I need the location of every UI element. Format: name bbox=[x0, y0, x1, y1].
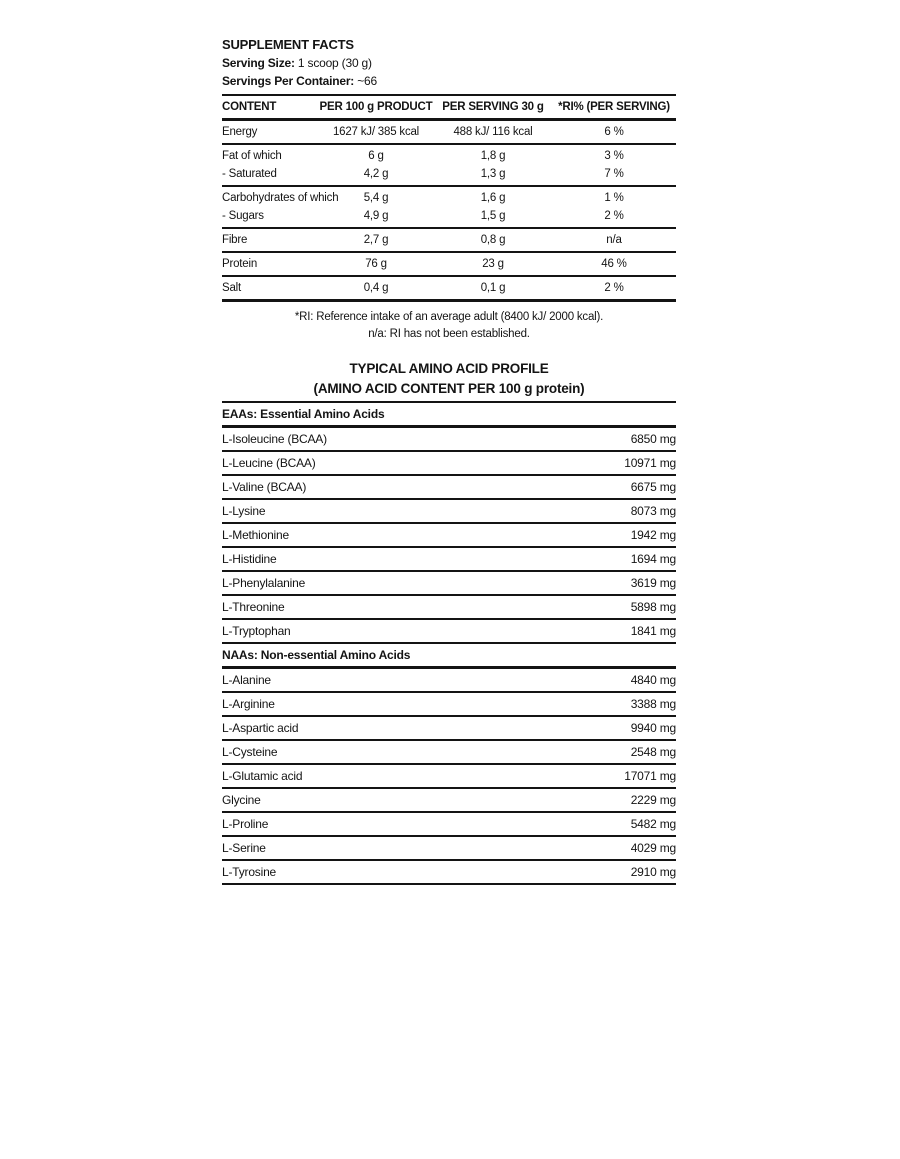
facts-header-row bbox=[222, 94, 676, 121]
amino-row bbox=[222, 813, 676, 837]
amino-value: 1694 mg bbox=[630, 552, 676, 566]
facts-cell-serving-line: 1,8 g bbox=[480, 150, 506, 162]
amino-name: L-Valine (BCAA) bbox=[222, 480, 307, 494]
amino-value: 3619 mg bbox=[630, 576, 676, 590]
facts-cell-per100 bbox=[318, 147, 434, 183]
amino-name: L-Isoleucine (BCAA) bbox=[222, 432, 327, 446]
facts-col-ri: *RI% (PER SERVING) bbox=[558, 101, 670, 113]
facts-row bbox=[222, 253, 676, 277]
amino-row bbox=[222, 596, 676, 620]
facts-cell-serving bbox=[434, 147, 552, 183]
amino-value: 17071 mg bbox=[624, 769, 676, 783]
facts-cell-per100-line: 2,7 g bbox=[363, 234, 389, 246]
facts-cell-per100 bbox=[318, 279, 434, 297]
facts-cell-ri bbox=[552, 189, 676, 225]
facts-cell-per100 bbox=[318, 189, 434, 225]
facts-cell-ri-line: 6 % bbox=[604, 126, 624, 138]
facts-cell-ri bbox=[552, 255, 676, 273]
facts-footnotes bbox=[222, 309, 676, 343]
amino-row bbox=[222, 669, 676, 693]
facts-cell-label bbox=[222, 231, 318, 249]
amino-row bbox=[222, 789, 676, 813]
amino-profile-title: TYPICAL AMINO ACID PROFILE bbox=[349, 361, 549, 376]
servings-per-container-label: Servings Per Container: bbox=[222, 74, 355, 88]
amino-value: 2229 mg bbox=[630, 793, 676, 807]
facts-row bbox=[222, 145, 676, 187]
amino-row bbox=[222, 500, 676, 524]
facts-cell-ri-line: n/a bbox=[606, 234, 622, 246]
facts-row bbox=[222, 229, 676, 253]
facts-cell-label-line: Protein bbox=[222, 258, 258, 270]
facts-cell-ri-line: 2 % bbox=[604, 282, 624, 294]
amino-row bbox=[222, 620, 676, 644]
amino-row bbox=[222, 693, 676, 717]
amino-section-header: NAAs: Non-essential Amino Acids bbox=[222, 644, 676, 669]
facts-cell-serving bbox=[434, 231, 552, 249]
amino-name: L-Alanine bbox=[222, 673, 271, 687]
facts-cell-per100 bbox=[318, 123, 434, 141]
supplement-facts-title: SUPPLEMENT FACTS bbox=[222, 37, 354, 52]
amino-value: 5898 mg bbox=[630, 600, 676, 614]
footnote-ri: *RI: Reference intake of an average adult (8400 kJ/ 2000 kcal). bbox=[294, 311, 604, 323]
amino-value: 1841 mg bbox=[630, 624, 676, 638]
amino-value: 8073 mg bbox=[630, 504, 676, 518]
label-content bbox=[222, 36, 676, 885]
amino-name: L-Methionine bbox=[222, 528, 289, 542]
amino-row bbox=[222, 452, 676, 476]
facts-cell-serving-line: 0,1 g bbox=[480, 282, 506, 294]
amino-value: 1942 mg bbox=[630, 528, 676, 542]
amino-row bbox=[222, 741, 676, 765]
amino-name: L-Cysteine bbox=[222, 745, 278, 759]
facts-cell-label bbox=[222, 123, 318, 141]
facts-cell-per100 bbox=[318, 255, 434, 273]
amino-name: L-Aspartic acid bbox=[222, 721, 299, 735]
amino-name: L-Glutamic acid bbox=[222, 769, 303, 783]
amino-value: 6675 mg bbox=[630, 480, 676, 494]
amino-profile-title-block bbox=[222, 359, 676, 399]
facts-cell-label-line: Salt bbox=[222, 282, 242, 294]
facts-cell-label-line: Fat of which bbox=[222, 150, 282, 162]
facts-cell-serving bbox=[434, 279, 552, 297]
facts-cell-label-line: Energy bbox=[222, 126, 258, 138]
facts-row bbox=[222, 121, 676, 145]
facts-cell-per100-line: 6 g bbox=[368, 150, 384, 162]
facts-cell-label-line: - Sugars bbox=[222, 210, 264, 222]
facts-row bbox=[222, 187, 676, 229]
facts-col-content: CONTENT bbox=[222, 101, 277, 113]
amino-name: L-Leucine (BCAA) bbox=[222, 456, 316, 470]
facts-rows bbox=[222, 121, 676, 302]
amino-row bbox=[222, 428, 676, 452]
facts-cell-ri-line: 2 % bbox=[604, 210, 624, 222]
amino-name: L-Histidine bbox=[222, 552, 277, 566]
facts-cell-per100-line: 0,4 g bbox=[363, 282, 389, 294]
amino-name: L-Arginine bbox=[222, 697, 275, 711]
facts-cell-label-line: Fibre bbox=[222, 234, 248, 246]
facts-cell-serving bbox=[434, 189, 552, 225]
facts-cell-ri bbox=[552, 231, 676, 249]
facts-cell-ri-line: 46 % bbox=[601, 258, 627, 270]
amino-name: L-Phenylalanine bbox=[222, 576, 306, 590]
amino-profile-subtitle: (AMINO ACID CONTENT PER 100 g protein) bbox=[313, 381, 585, 396]
facts-cell-label bbox=[222, 255, 318, 273]
facts-cell-ri-line: 1 % bbox=[604, 192, 624, 204]
facts-cell-serving-line: 1,6 g bbox=[480, 192, 506, 204]
serving-size-value: 1 scoop (30 g) bbox=[297, 56, 372, 70]
amino-name: L-Serine bbox=[222, 841, 266, 855]
facts-col-serving: PER SERVING 30 g bbox=[442, 101, 544, 113]
amino-value: 5482 mg bbox=[630, 817, 676, 831]
facts-cell-label bbox=[222, 279, 318, 297]
facts-cell-serving-line: 23 g bbox=[482, 258, 504, 270]
facts-cell-label bbox=[222, 189, 339, 225]
servings-per-container-line bbox=[222, 72, 676, 90]
amino-section-header: EAAs: Essential Amino Acids bbox=[222, 403, 676, 428]
facts-cell-per100 bbox=[318, 231, 434, 249]
amino-value: 2910 mg bbox=[630, 865, 676, 879]
facts-col-per100: PER 100 g PRODUCT bbox=[319, 101, 433, 113]
facts-cell-ri bbox=[552, 147, 676, 183]
facts-cell-serving bbox=[434, 123, 552, 141]
facts-cell-ri bbox=[552, 123, 676, 141]
facts-cell-per100-line: 76 g bbox=[365, 258, 387, 270]
amino-value: 4029 mg bbox=[630, 841, 676, 855]
amino-profile-table bbox=[222, 401, 676, 885]
facts-cell-per100-line: 4,2 g bbox=[363, 168, 389, 180]
facts-cell-ri-line: 3 % bbox=[604, 150, 624, 162]
amino-name: Glycine bbox=[222, 793, 261, 807]
amino-value: 10971 mg bbox=[624, 456, 676, 470]
supplement-facts-table bbox=[222, 94, 676, 302]
facts-cell-serving-line: 0,8 g bbox=[480, 234, 506, 246]
amino-name: L-Lysine bbox=[222, 504, 266, 518]
serving-size-line bbox=[222, 54, 676, 72]
amino-row bbox=[222, 765, 676, 789]
facts-cell-label bbox=[222, 147, 318, 183]
amino-name: L-Threonine bbox=[222, 600, 285, 614]
facts-cell-label-line: Carbohydrates of which bbox=[222, 192, 339, 204]
facts-cell-serving-line: 1,3 g bbox=[480, 168, 506, 180]
facts-cell-serving-line: 1,5 g bbox=[480, 210, 506, 222]
facts-cell-ri bbox=[552, 279, 676, 297]
facts-row bbox=[222, 277, 676, 302]
facts-cell-per100-line: 4,9 g bbox=[363, 210, 389, 222]
facts-cell-per100-line: 5,4 g bbox=[363, 192, 389, 204]
servings-per-container-value: ~66 bbox=[357, 74, 378, 88]
amino-value: 6850 mg bbox=[630, 432, 676, 446]
facts-cell-serving-line: 488 kJ/ 116 kcal bbox=[453, 126, 533, 138]
supplement-facts-head bbox=[222, 36, 676, 90]
facts-cell-serving bbox=[434, 255, 552, 273]
amino-value: 3388 mg bbox=[630, 697, 676, 711]
amino-value: 9940 mg bbox=[630, 721, 676, 735]
amino-row bbox=[222, 524, 676, 548]
facts-cell-per100-line: 1627 kJ/ 385 kcal bbox=[332, 126, 420, 138]
amino-value: 2548 mg bbox=[630, 745, 676, 759]
amino-row bbox=[222, 476, 676, 500]
footnote-na: n/a: RI has not been established. bbox=[368, 328, 530, 340]
amino-row bbox=[222, 861, 676, 885]
amino-name: L-Tyrosine bbox=[222, 865, 277, 879]
facts-cell-label-line: - Saturated bbox=[222, 168, 277, 180]
amino-row bbox=[222, 548, 676, 572]
facts-cell-ri-line: 7 % bbox=[604, 168, 624, 180]
amino-value: 4840 mg bbox=[630, 673, 676, 687]
amino-row bbox=[222, 572, 676, 596]
amino-name: L-Tryptophan bbox=[222, 624, 291, 638]
serving-size-label: Serving Size: bbox=[222, 56, 295, 70]
amino-row bbox=[222, 717, 676, 741]
amino-row bbox=[222, 837, 676, 861]
amino-name: L-Proline bbox=[222, 817, 269, 831]
